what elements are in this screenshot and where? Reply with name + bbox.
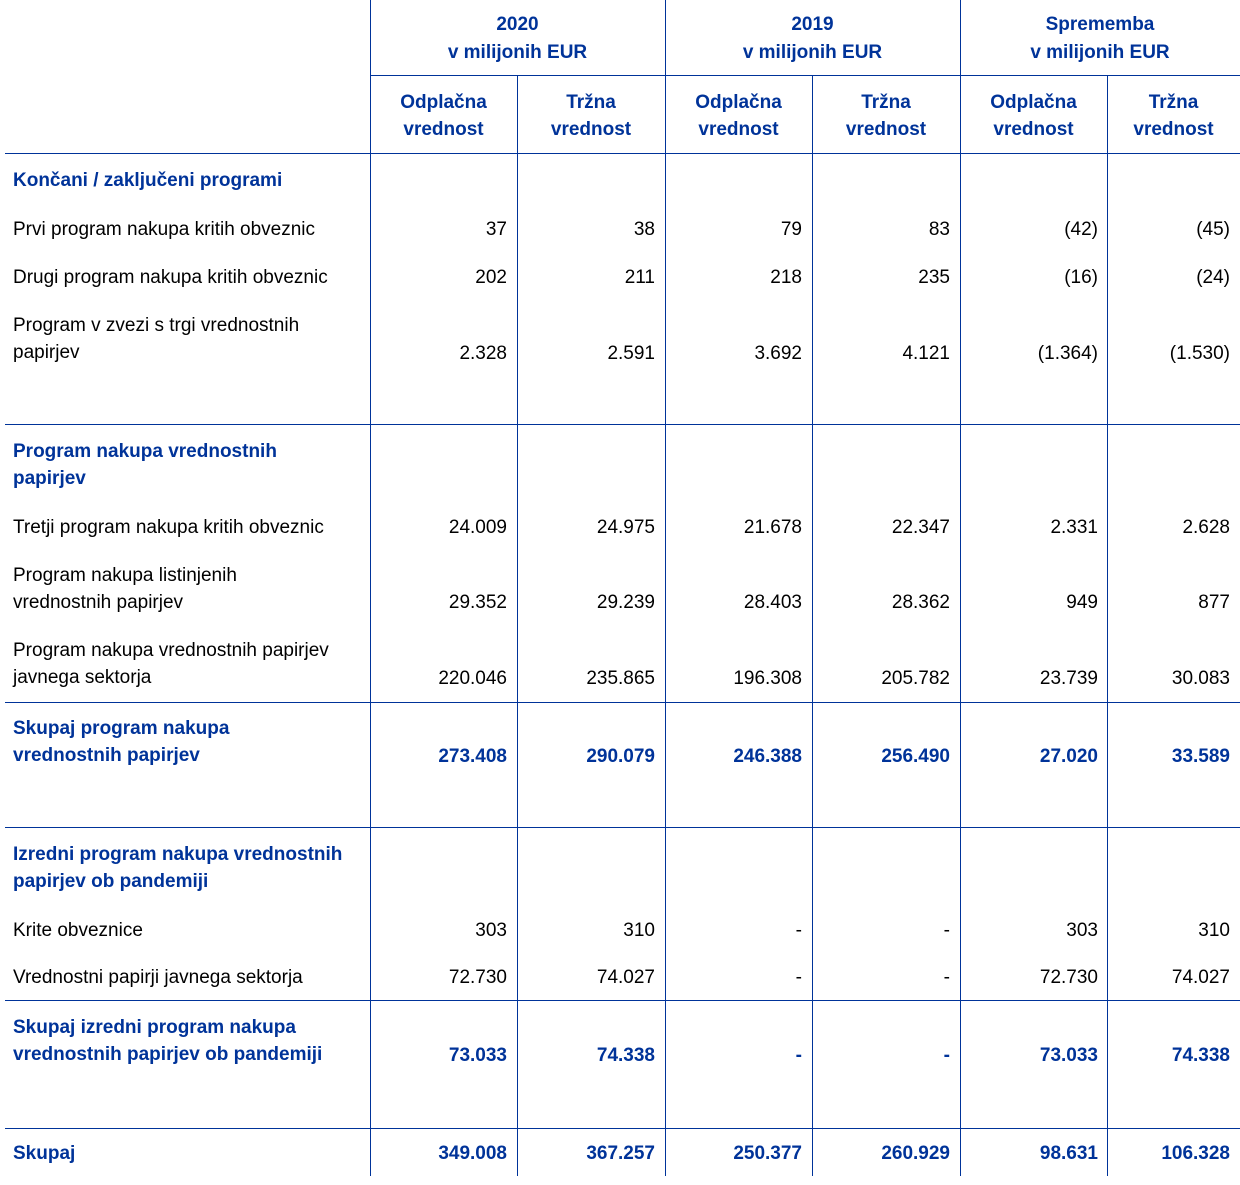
subheader-amortised: Odplačna vrednost: [990, 92, 1077, 140]
header-group-year: 2019: [791, 14, 834, 35]
row-value: 2.628: [1182, 517, 1230, 538]
row-value: 29.352: [448, 592, 507, 613]
total-value: 256.490: [881, 746, 950, 767]
row-label: Vrednostni papirji javnega sektorja: [13, 967, 303, 988]
row-value: 22.347: [891, 517, 950, 538]
subheader-market: Tržna vrednost: [550, 92, 632, 140]
row-value: -: [795, 920, 802, 941]
row-value: 79: [780, 219, 802, 240]
section-rule: [5, 424, 1240, 425]
grand-total-value: 106.328: [1161, 1143, 1230, 1164]
row-value: 2.591: [607, 343, 655, 364]
row-value: 74.027: [596, 967, 655, 988]
row-value: 303: [1066, 920, 1098, 941]
row-value: 24.009: [448, 517, 507, 538]
grand-total-value: 260.929: [881, 1143, 950, 1164]
row-value: 310: [1198, 920, 1230, 941]
header-group-unit: v milijonih EUR: [447, 42, 588, 63]
total-value: -: [795, 1045, 802, 1066]
row-value: 235.865: [586, 668, 655, 689]
total-value: -: [943, 1045, 950, 1066]
row-value: 28.362: [891, 592, 950, 613]
total-label: Skupaj program nakupa vrednostnih papirjev: [13, 718, 230, 766]
section-rule: [5, 153, 1240, 154]
grand-total-value: 349.008: [438, 1143, 507, 1164]
row-label: Drugi program nakupa kritih obveznic: [13, 267, 328, 288]
row-value: 205.782: [881, 668, 950, 689]
row-value: 30.083: [1171, 668, 1230, 689]
row-value: 202: [475, 267, 507, 288]
row-value: 949: [1066, 592, 1098, 613]
subheader-amortised: Odplačna vrednost: [695, 92, 782, 140]
row-value: 37: [485, 219, 507, 240]
row-value: 196.308: [733, 668, 802, 689]
row-value: 74.027: [1171, 967, 1230, 988]
row-value: 218: [770, 267, 802, 288]
row-value: 2.331: [1050, 517, 1098, 538]
row-value: -: [795, 967, 802, 988]
row-value: 23.739: [1039, 668, 1098, 689]
row-value: 29.239: [596, 592, 655, 613]
row-label: Program nakupa vrednostnih papirjev javnega sektorja: [13, 640, 329, 688]
row-value: (45): [1196, 219, 1230, 240]
row-value: 310: [623, 920, 655, 941]
row-value: 38: [633, 219, 655, 240]
total-value: 74.338: [596, 1045, 655, 1066]
row-label: Program v zvezi s trgi vrednostnih papirjev: [13, 315, 300, 363]
row-value: (1.364): [1037, 343, 1098, 364]
row-value: (16): [1064, 267, 1098, 288]
row-value: 303: [475, 920, 507, 941]
section-title: Program nakupa vrednostnih papirjev: [13, 441, 277, 489]
header-group-year: 2020: [496, 14, 539, 35]
row-value: 3.692: [754, 343, 802, 364]
grand-total-value: 250.377: [733, 1143, 802, 1164]
row-value: 72.730: [448, 967, 507, 988]
row-value: 877: [1198, 592, 1230, 613]
row-value: 2.328: [459, 343, 507, 364]
subheader-amortised: Odplačna vrednost: [400, 92, 487, 140]
row-value: -: [943, 920, 950, 941]
total-value: 73.033: [1039, 1045, 1098, 1066]
row-label: Program nakupa listinjenih vrednostnih papirjev: [13, 565, 237, 613]
header-group-unit: v milijonih EUR: [1030, 42, 1170, 63]
row-value: 83: [928, 219, 950, 240]
grand-total-value: 98.631: [1039, 1143, 1098, 1164]
row-value: (42): [1064, 219, 1098, 240]
row-value: (24): [1196, 267, 1230, 288]
total-label: Skupaj izredni program nakupa vrednostnih papirjev ob pandemiji: [13, 1017, 323, 1065]
total-value: 273.408: [438, 746, 507, 767]
grand-total-label: Skupaj: [13, 1143, 76, 1164]
total-rule: [5, 1000, 1240, 1001]
row-value: (1.530): [1169, 343, 1230, 364]
row-value: 235: [918, 267, 950, 288]
row-label: Tretji program nakupa kritih obveznic: [13, 517, 324, 538]
row-value: 72.730: [1039, 967, 1098, 988]
section-title: Izredni program nakupa vrednostnih papirjev ob pandemiji: [13, 844, 343, 892]
total-value: 27.020: [1039, 746, 1098, 767]
total-rule: [5, 702, 1240, 703]
row-value: 24.975: [596, 517, 655, 538]
total-value: 74.338: [1171, 1045, 1230, 1066]
header-group-unit: v milijonih EUR: [742, 42, 883, 63]
total-value: 290.079: [586, 746, 655, 767]
grand-total-value: 367.257: [586, 1143, 655, 1164]
row-value: 211: [624, 267, 655, 288]
row-value: 21.678: [743, 517, 802, 538]
total-value: 33.589: [1171, 746, 1230, 767]
total-value: 246.388: [733, 746, 802, 767]
section-rule: [5, 1128, 1240, 1129]
subheader-market: Tržna vrednost: [845, 92, 927, 140]
section-rule: [5, 827, 1240, 828]
subheader-market: Tržna vrednost: [1133, 92, 1214, 140]
row-label: Prvi program nakupa kritih obveznic: [13, 219, 316, 240]
header-group-year: Sprememba: [1045, 14, 1155, 35]
total-value: 73.033: [448, 1045, 507, 1066]
row-value: -: [943, 967, 950, 988]
group-header-rule: [370, 75, 1240, 76]
row-value: 220.046: [438, 668, 507, 689]
section-title: Končani / zaključeni programi: [13, 170, 283, 191]
row-label: Krite obveznice: [13, 920, 143, 941]
row-value: 28.403: [743, 592, 802, 613]
row-value: 4.121: [902, 343, 950, 364]
